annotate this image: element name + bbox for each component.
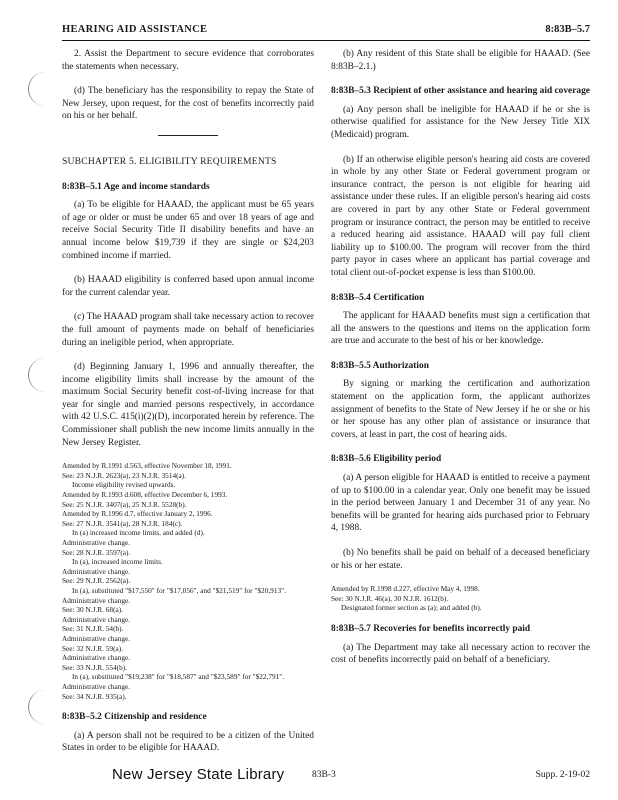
- section-heading-5-5: 8:83B–5.5 Authorization: [331, 360, 429, 371]
- amendment-line: Amended by R.1991 d.563, effective November 18, 1991.: [62, 461, 232, 471]
- amendment-line: See: 23 N.J.R. 2623(a), 23 N.J.R. 3514(a).: [62, 470, 187, 480]
- amendment-line: Amended by R.1998 d.227, effective May 4, 1998.: [331, 584, 480, 594]
- section-heading-5-2: 8:83B–5.2 Citizenship and residence: [62, 712, 207, 723]
- header-title: HEARING AID ASSISTANCE: [62, 24, 208, 35]
- amendment-line: Administrative change.: [62, 633, 131, 643]
- subchapter-heading: SUBCHAPTER 5. ELIGIBILITY REQUIREMENTS: [62, 155, 277, 167]
- left-column: [62, 48, 314, 755]
- amendment-history-5-6: [331, 584, 590, 613]
- amendment-line: See: 31 N.J.R. 54(b).: [62, 624, 124, 634]
- item-2: 2. Assist the Department to secure evidence that corroborates the statements when necessary.: [62, 49, 314, 72]
- right-column: [331, 48, 590, 667]
- section-heading-5-6: 8:83B–5.6 Eligibility period: [331, 454, 442, 465]
- amendment-line: See: 27 N.J.R. 3541(a), 28 N.J.R. 184(c).: [62, 518, 183, 528]
- section-heading-5-7: 8:83B–5.7 Recoveries for benefits incorrectly paid: [331, 623, 531, 634]
- amendment-line: See: 34 N.J.R. 935(a).: [62, 691, 127, 701]
- s5-1-c: (c) The HAAAD program shall take necessary action to recover the full amount of payments made on behalf of beneficiaries during an ineligible period, when appropriate.: [62, 312, 314, 348]
- s5-6-a: (a) A person eligible for HAAAD is entitled to receive a payment of up to $100.00 in a calendar year. Only one benefit may be issued in the period between January 1 and December 31 of any year. No benefits will be granted for hearing aids purchased prior to February 4, 1988.: [331, 473, 590, 534]
- s5-1-a: (a) To be eligible for HAAAD, the applicant must be 65 years of age or older or must be under 65 and over 18 years of age and receive Social Security Title II disability benefits and have an annual income below $19,739 if they are single or $24,203 combined income if married.: [62, 200, 314, 261]
- amendment-line: Administrative change.: [62, 681, 131, 691]
- s5-3-b: (b) If an otherwise eligible person's hearing aid costs are covered in whole by any other State or Federal government program or insurance contract, the person is not eligible for hearing aid assistance under these rules. If an eligible person's hearing aid costs are covered in part by any other State or Federal government program or insurance contract, the person may be entitled to receive a reduced hearing aid assistance. HAAAD will pay full client liability up to $100.00. The program will recover from the third party payor in cases where an applicant has partial coverage and total client out-of-pocket expense is less than $100.00.: [331, 154, 590, 278]
- section-divider: [158, 135, 218, 136]
- s5-1-d: (d) Beginning January 1, 1996 and annually thereafter, the income eligibility limits shall increase by the amount of the maximum Social Security benefit cost-of-living increase for that year for single and married persons respectively, in accordance with 42 U.S.C. 415(i)(2)(D), incorporated herein by reference. The Commissioner shall publish the new income limits annually in the New Jersey Register.: [62, 362, 314, 448]
- amendment-note: In (a) increased income limits, and added (d).: [72, 528, 205, 538]
- running-header: [62, 22, 590, 41]
- amendment-line: See: 25 N.J.R. 3407(a), 25 N.J.R. 5528(b).: [62, 499, 187, 509]
- amendment-line: See: 28 N.J.R. 3597(a).: [62, 547, 131, 557]
- header-section-code: 8:83B–5.7: [545, 24, 590, 35]
- amendment-line: See: 29 N.J.R. 2562(a).: [62, 576, 131, 586]
- amendment-line: Administrative change.: [62, 653, 131, 663]
- page-footer: [62, 766, 590, 786]
- s5-2-a: (a) A person shall not be required to be a citizen of the United States in order to be eligible for HAAAD.: [62, 730, 314, 754]
- section-heading-5-3: 8:83B–5.3 Recipient of other assistance and hearing aid coverage: [331, 86, 590, 97]
- amendment-line: See: 30 N.J.R. 68(a).: [62, 605, 124, 615]
- binder-hole-mark: [28, 690, 51, 724]
- amendment-note: In (a), substituted "$17,550" for "$17,056", and "$21,519" for "$20,913".: [72, 585, 286, 595]
- amendment-line: Administrative change.: [62, 614, 131, 624]
- page-number: 83B-3: [312, 770, 336, 780]
- amendment-note: In (a), increased income limits.: [72, 557, 163, 567]
- s5-3-a: (a) Any person shall be ineligible for HAAAD if he or she is otherwise qualified for assistance for the New Jersey Title XIX (Medicaid) program.: [331, 104, 590, 140]
- s5-1-b: (b) HAAAD eligibility is conferred based upon annual income for the current calendar year.: [62, 275, 314, 298]
- section-heading-5-1: 8:83B–5.1 Age and income standards: [62, 181, 210, 192]
- amendment-note: In (a), substituted "$19,238" for "$18,587" and "$23,589" for "$22,791".: [72, 672, 285, 682]
- amendment-note: Income eligibility revised upwards.: [72, 480, 176, 490]
- amendment-line: See: 30 N.J.R. 46(a), 30 N.J.R. 1612(b).: [331, 593, 449, 603]
- s5-2-b: (b) Any resident of this State shall be eligible for HAAAD. (See 8:83B–2.1.): [331, 49, 590, 72]
- amendment-note: Designated former section as (a); and added (b).: [341, 603, 482, 613]
- section-heading-5-4: 8:83B–5.4 Certification: [331, 292, 425, 303]
- library-stamp: New Jersey State Library: [112, 766, 285, 783]
- amendment-line: Administrative change.: [62, 595, 131, 605]
- amendment-line: See: 33 N.J.R. 554(b).: [62, 662, 128, 672]
- amendment-line: See: 32 N.J.R. 59(a).: [62, 643, 124, 653]
- s5-7-a: (a) The Department may take all necessary action to recover the cost of benefits incorrectly paid on behalf of a beneficiary.: [331, 642, 590, 666]
- binder-hole-mark: [28, 358, 51, 392]
- item-d-repay: (d) The beneficiary has the responsibility to repay the State of New Jersey, upon request, for the cost of benefits incorrectly paid on his or her behalf.: [62, 86, 314, 122]
- amendment-history-5-1: [62, 461, 314, 701]
- supplement-date: Supp. 2-19-02: [535, 770, 590, 780]
- amendment-line: Amended by R.1996 d.7, effective January 2, 1996.: [62, 509, 213, 519]
- binder-hole-mark: [28, 72, 51, 106]
- amendment-line: Administrative change.: [62, 538, 131, 547]
- s5-6-b: (b) No benefits shall be paid on behalf of a deceased beneficiary or his or her estate.: [331, 548, 590, 571]
- s5-5-text: By signing or marking the certification and authorization statement on the application form, the applicant authorizes assignment of benefits to the State of New Jersey if he or she or his or her spouse has any other plan of assistance or insurance that covers, at least in part, the cost of hearing aids.: [331, 379, 590, 440]
- amendment-line: Administrative change.: [62, 566, 131, 576]
- amendment-line: Amended by R.1993 d.608, effective December 6, 1993.: [62, 490, 228, 500]
- s5-4-text: The applicant for HAAAD benefits must sign a certification that all the answers to the questions and items on the application form are true and accurate to the best of his or her knowledge.: [331, 311, 590, 347]
